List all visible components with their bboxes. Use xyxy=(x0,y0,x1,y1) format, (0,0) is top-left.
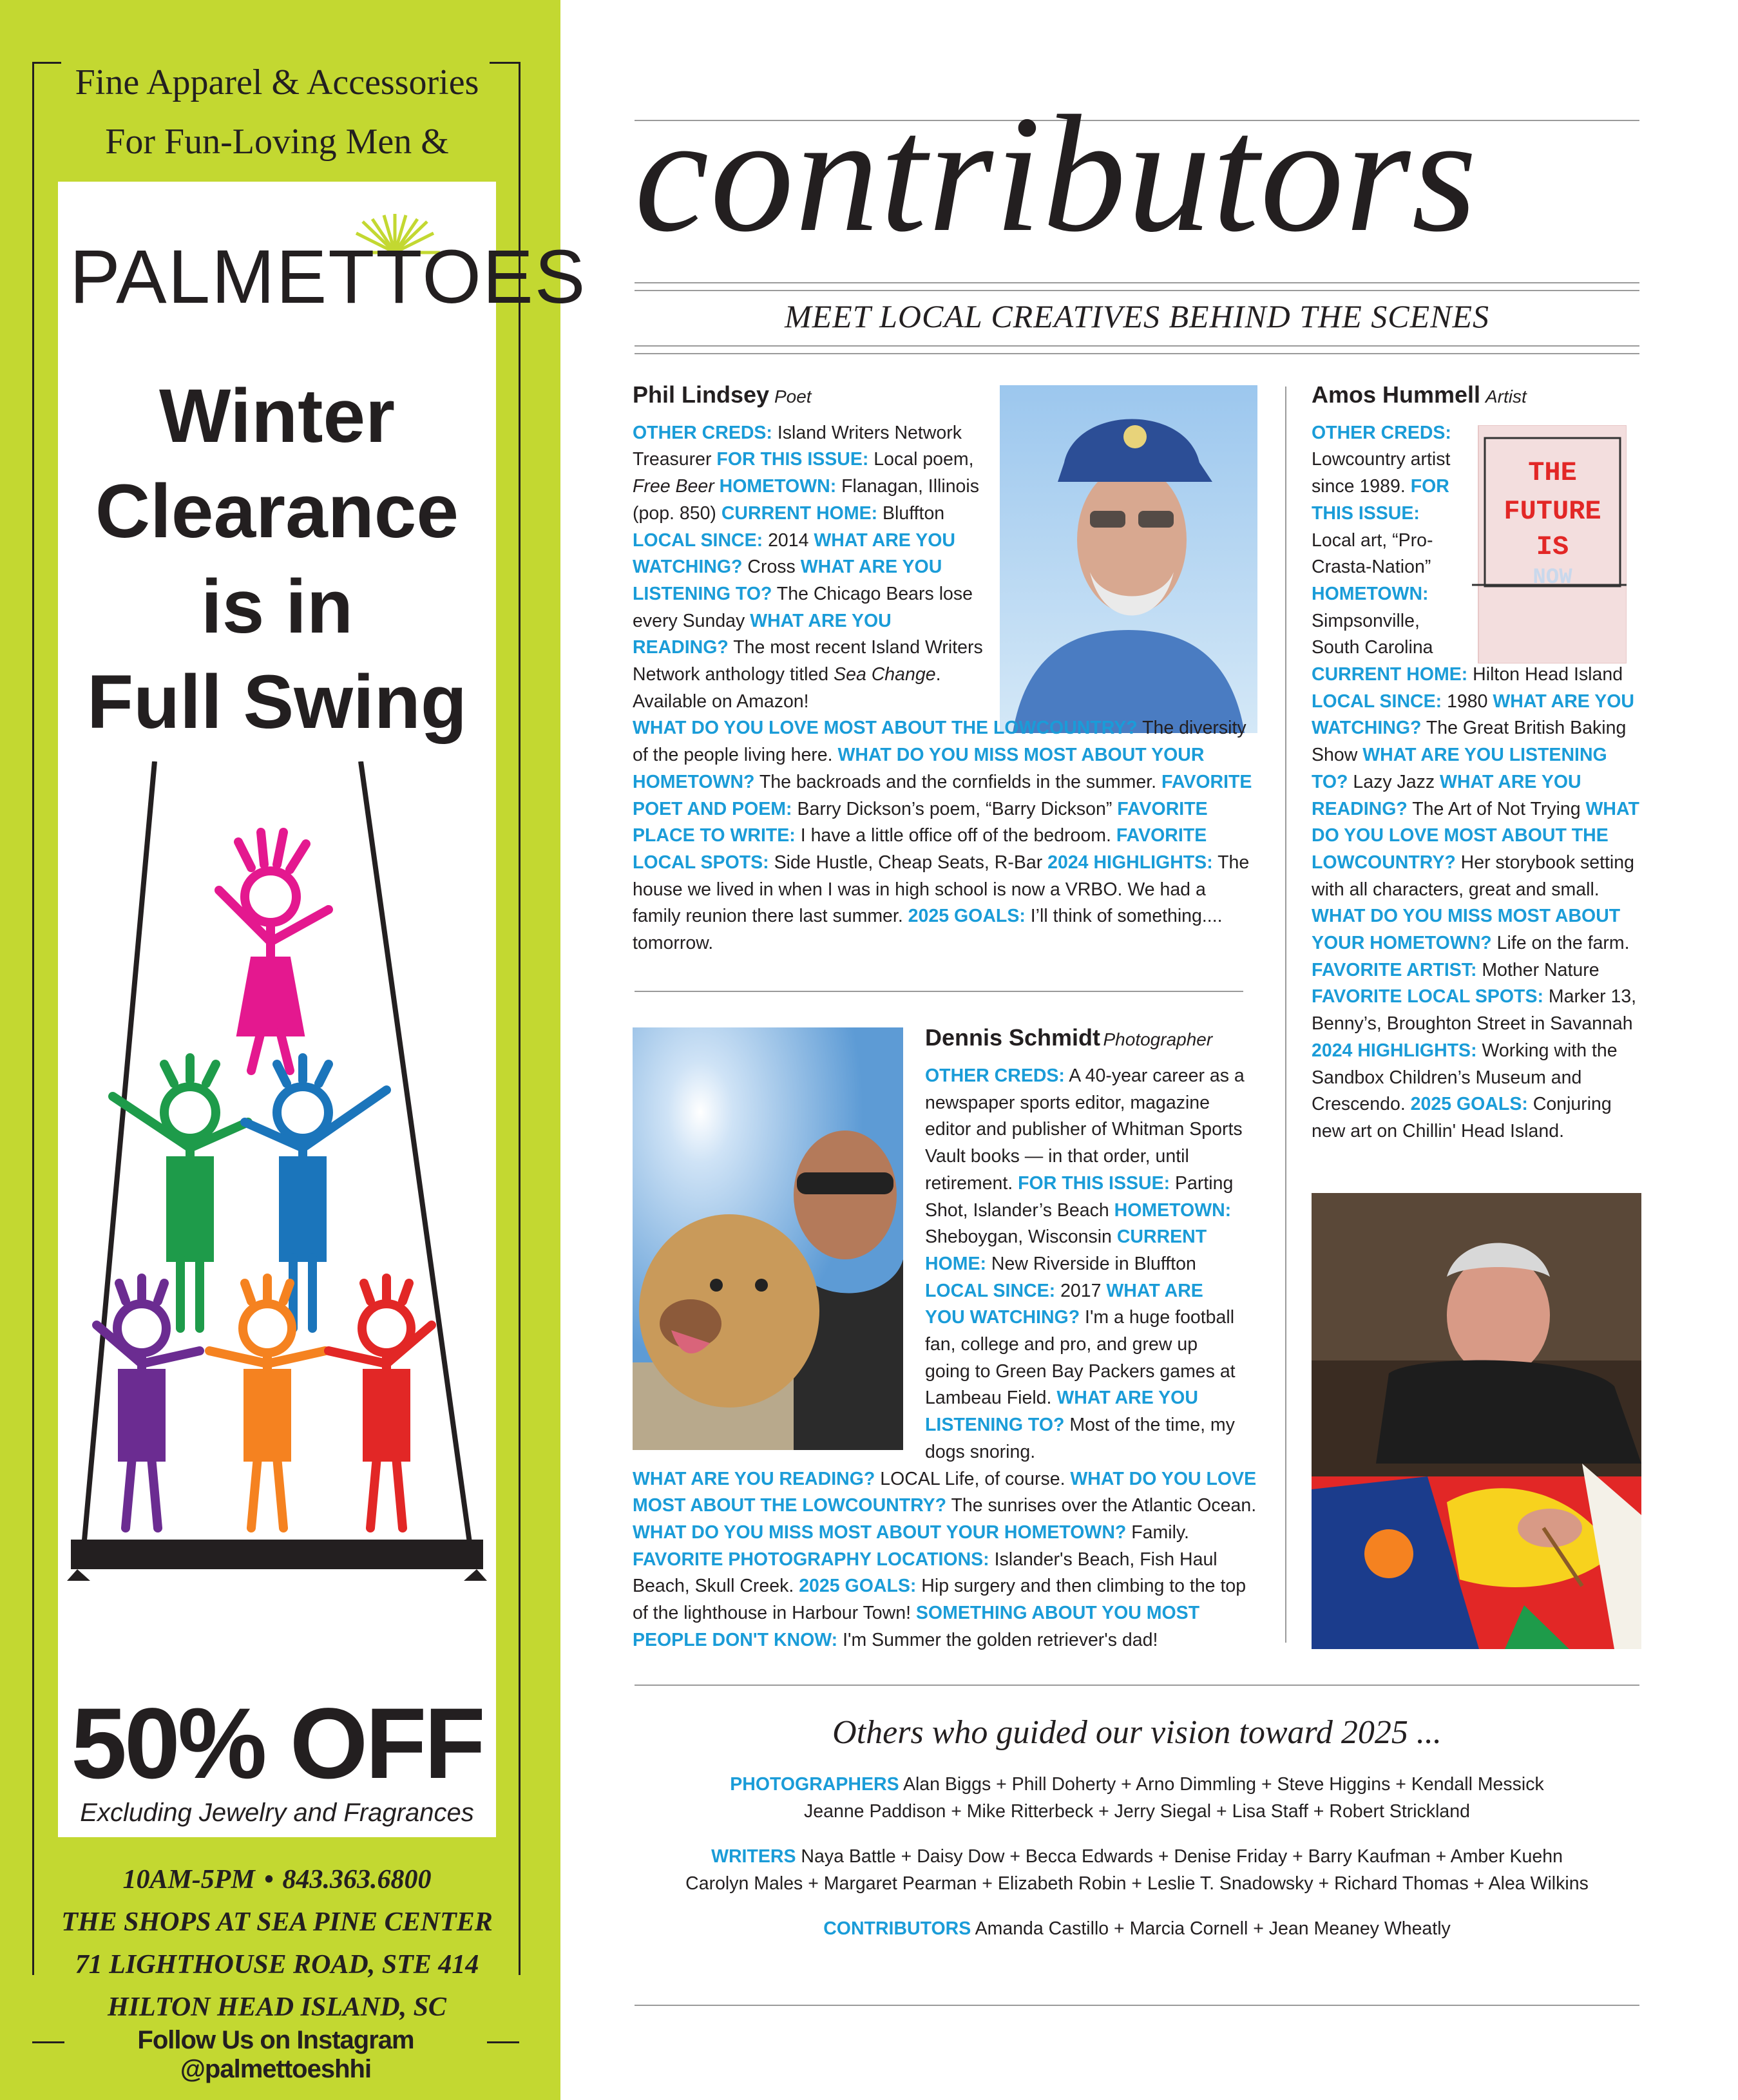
ad-tagline-line: For Fun-Loving Men & xyxy=(105,122,449,162)
bio-value: Bluffton xyxy=(877,502,945,524)
address-line: HILTON HEAD ISLAND, SC xyxy=(108,1992,446,2022)
bio-label: FAVORITE LOCAL SPOTS: xyxy=(1312,986,1543,1007)
bio-label: FAVORITE PLACE TO WRITE: xyxy=(633,798,1208,846)
contributor-role: Photographer xyxy=(1103,1029,1213,1049)
divider xyxy=(487,2041,519,2043)
logo-wordmark: PALMETTOES xyxy=(70,234,587,320)
credit-line xyxy=(635,1843,1639,1870)
address-line: THE SHOPS AT SEA PINE CENTER xyxy=(61,1907,493,1937)
bio-label: CURRENT HOME: xyxy=(1312,664,1468,685)
bio-value: Sheboygan, Wisconsin xyxy=(925,1227,1117,1248)
bio-label: FAVORITE POET AND POEM: xyxy=(633,771,1252,819)
bio-value: 2017 xyxy=(1055,1280,1107,1301)
bio-value: Barry Dickson’s poem, “Barry Dickson” xyxy=(792,798,1118,819)
bio-label: WHAT ARE YOU READING? xyxy=(633,610,892,658)
store-phone[interactable]: 843.363.6800 xyxy=(282,1865,432,1895)
credit-line: Jeanne Paddison + Mike Ritterbeck + Jerry Siegal + Lisa Staff + Robert Strickland xyxy=(804,1801,1470,1822)
ad-frame-right xyxy=(519,62,520,1975)
bio-value: The diversity of the people living here. xyxy=(633,718,1246,766)
bio-value: New Riverside in Bluffton xyxy=(986,1253,1196,1274)
credit-names: Alan Biggs + Phill Doherty + Arno Dimmling + Steve Higgins + Kendall Messick xyxy=(899,1774,1544,1795)
bio-value: The most recent Island Writers Network anthology titled xyxy=(633,637,983,685)
bio-label: LOCAL SINCE: xyxy=(633,530,763,551)
bio-label: 2025 GOALS: xyxy=(908,906,1026,927)
bio-label: WHAT ARE YOU WATCHING? xyxy=(925,1280,1203,1328)
svg-text:NOW: NOW xyxy=(1533,566,1572,590)
bio-value: The sunrises over the Atlantic Ocean. xyxy=(946,1495,1257,1516)
bio-label: WHAT ARE YOU READING? xyxy=(1312,771,1581,819)
bio-label: SOMETHING ABOUT YOU MOST PEOPLE DON'T KNOW: xyxy=(633,1603,1200,1650)
bio-label: FAVORITE ARTIST: xyxy=(1312,959,1477,980)
divider xyxy=(635,290,1639,291)
headline-line: is in xyxy=(200,564,354,649)
credit-names: Amanda Castillo + Marcia Cornell + Jean Meaney Wheatly xyxy=(971,1918,1451,1939)
bio-label: WHAT DO YOU MISS MOST ABOUT YOUR HOMETOWN? xyxy=(1312,906,1621,954)
photographers-credits xyxy=(635,1771,1639,1825)
bio-value: Side Hustle, Cheap Seats, R-Bar xyxy=(769,852,1048,873)
others-credits xyxy=(635,1713,1639,1960)
bio-label: FAVORITE PHOTOGRAPHY LOCATIONS: xyxy=(633,1549,989,1570)
store-hours: 10AM-5PM xyxy=(122,1865,255,1895)
bio-value: Her storybook setting with all characters, great and small. xyxy=(1312,852,1634,900)
divider xyxy=(635,1685,1639,1686)
bio-value: The backroads and the cornfields in the summer. xyxy=(754,771,1162,792)
phil-lindsey-profile xyxy=(633,381,1257,957)
store-info xyxy=(39,1858,515,2028)
bio-label: WHAT ARE YOU LISTENING TO? xyxy=(925,1388,1198,1436)
amos-hummell-profile xyxy=(1312,381,1647,1145)
page-title: contributors xyxy=(635,81,1478,267)
contributor-bio-cont xyxy=(633,1466,1257,1654)
bio-value: I have a little office off of the bedroom. xyxy=(795,825,1116,846)
contributor-role: Artist xyxy=(1485,387,1527,406)
discount-exclusion: Excluding Jewelry and Fragrances xyxy=(80,1799,474,1827)
bio-label: CURRENT HOME: xyxy=(721,502,878,524)
bio-value: Lazy Jazz xyxy=(1348,771,1440,792)
bio-label: WHAT ARE YOU LISTENING TO? xyxy=(1312,745,1607,792)
dennis-schmidt-profile xyxy=(633,1063,1257,1654)
bio-value: Sea Change xyxy=(834,664,936,685)
bio-value: 2014 xyxy=(763,530,814,551)
bio-label: 2024 HIGHLIGHTS: xyxy=(1047,852,1213,873)
contributor-bio-cont xyxy=(633,715,1257,957)
address-line: 71 LIGHTHOUSE ROAD, STE 414 xyxy=(75,1950,479,1980)
bio-value: I’ll think of something.... tomorrow. xyxy=(633,906,1223,954)
headline-line: Clearance xyxy=(95,469,459,554)
bio-label: WHAT DO YOU LOVE MOST ABOUT THE LOWCOUNTRY? xyxy=(633,1468,1257,1516)
bio-label: OTHER CREDS: xyxy=(633,422,772,443)
amos-hummell-photo xyxy=(1312,1193,1641,1649)
bio-value: I'm Summer the golden retriever's dad! xyxy=(837,1629,1158,1650)
bio-label: OTHER CREDS: xyxy=(925,1065,1065,1086)
others-title: Others who guided our vision toward 2025 ... xyxy=(832,1714,1442,1751)
bio-value: The Great British Baking Show xyxy=(1312,718,1627,766)
contributor-name: Phil Lindsey xyxy=(633,381,770,408)
bio-value: A 40-year career as a newspaper sports editor, magazine editor and publisher of Whitman Sports Vault books — in that order, until retirement. xyxy=(925,1065,1245,1194)
writers-credits xyxy=(635,1843,1639,1897)
bio-label: WHAT ARE YOU LISTENING TO? xyxy=(633,557,942,604)
contributor-header xyxy=(1312,381,1647,411)
bio-label: FAVORITE LOCAL SPOTS: xyxy=(633,825,1207,873)
bio-label: HOMETOWN: xyxy=(1114,1199,1232,1221)
red-figure xyxy=(329,1278,432,1528)
bio-label: FOR THIS ISSUE: xyxy=(716,449,869,470)
contributors-credits xyxy=(635,1915,1639,1942)
bio-value: Island Writers Network Treasurer xyxy=(633,422,962,470)
hours-phone-line xyxy=(39,1858,515,1901)
bio-label: WHAT DO YOU LOVE MOST ABOUT THE LOWCOUNTRY? xyxy=(1312,798,1639,873)
ad-frame-left xyxy=(32,62,34,1975)
svg-text:FUTURE: FUTURE xyxy=(1504,496,1601,527)
contributor-bio xyxy=(1312,420,1460,662)
bio-label: WHAT ARE YOU WATCHING? xyxy=(1312,691,1634,739)
green-figure xyxy=(113,1058,248,1328)
ad-tagline-line: Fine Apparel & Accessories xyxy=(75,62,479,102)
bio-label: CURRENT HOME: xyxy=(925,1227,1207,1274)
bio-label: LOCAL SINCE: xyxy=(1312,691,1442,712)
bio-value: Lowcountry artist since 1989. xyxy=(1312,449,1451,497)
bio-value: Local art, “Pro-Crasta-Nation” xyxy=(1312,530,1433,578)
bio-value: . Available on Amazon! xyxy=(633,664,941,712)
bio-label: LOCAL SINCE: xyxy=(925,1280,1056,1301)
bio-value: Cross xyxy=(742,557,801,578)
bio-label: OTHER CREDS: xyxy=(1312,422,1451,443)
bio-value: 1980 xyxy=(1442,691,1493,712)
contributor-bio xyxy=(633,420,984,716)
bio-value: Mother Nature xyxy=(1476,959,1600,980)
artwork-text: THE xyxy=(1528,457,1577,488)
contributor-bio-cont xyxy=(1312,662,1647,1145)
bio-value: Family. xyxy=(1126,1522,1189,1543)
credit-line: Carolyn Males + Margaret Pearman + Elizabeth Robin + Leslie T. Snadowsky + Richard Thomas + Alea Wilkins xyxy=(685,1873,1589,1894)
stick-figure-swing-illustration xyxy=(58,761,496,1663)
contributor-name: Dennis Schmidt xyxy=(925,1024,1101,1051)
divider xyxy=(635,345,1639,347)
palmettoes-logo xyxy=(70,207,587,323)
bio-label: WHAT DO YOU LOVE MOST ABOUT THE LOWCOUNTRY? xyxy=(633,718,1138,739)
bio-value: Flanagan, Illinois (pop. 850) xyxy=(633,476,979,524)
instagram-follow[interactable]: Follow Us on Instagram @palmettoeshhi xyxy=(137,2026,414,2083)
bio-label: FOR THIS ISSUE: xyxy=(1018,1172,1170,1194)
bio-value: Parting Shot, Islander’s Beach xyxy=(925,1172,1234,1221)
bio-value: Marker 13, Benny’s, Broughton Street in Savannah xyxy=(1312,986,1637,1035)
contributor-bio xyxy=(925,1063,1247,1466)
palmettoes-ad[interactable] xyxy=(0,0,587,2100)
bio-label: WHAT DO YOU MISS MOST ABOUT YOUR HOMETOWN? xyxy=(633,1522,1127,1543)
bullet-icon: • xyxy=(263,1865,274,1895)
credit-label: CONTRIBUTORS xyxy=(823,1918,971,1939)
ad-panel xyxy=(58,182,587,1837)
bio-value: Working with the Sandbox Children’s Museum and Crescendo. xyxy=(1312,1040,1618,1115)
bio-value: Hip surgery and then climbing to the top of the lighthouse in Harbour Town! xyxy=(633,1576,1246,1624)
bio-value: Most of the time, my dogs snoring. xyxy=(925,1415,1235,1462)
bio-value: Conjuring new art on Chillin' Head Island. xyxy=(1312,1094,1612,1141)
contributor-header xyxy=(925,1024,1260,1051)
magenta-figure xyxy=(219,832,329,1071)
bio-value: The Art of Not Trying xyxy=(1407,798,1586,819)
bio-label: HOMETOWN: xyxy=(1312,583,1429,604)
bio-value: LOCAL Life, of course. xyxy=(875,1468,1071,1489)
bio-value: Islander's Beach, Fish Haul Beach, Skull Creek. xyxy=(633,1549,1218,1597)
credit-names: Naya Battle + Daisy Dow + Becca Edwards + Denise Friday + Barry Kaufman + Amber Kuehn xyxy=(796,1846,1563,1867)
credit-line xyxy=(635,1771,1639,1798)
discount-text: 50% OFF xyxy=(71,1688,483,1800)
bio-label: WHAT ARE YOU WATCHING? xyxy=(633,530,955,578)
bio-value: Simpsonville, South Carolina xyxy=(1312,610,1433,658)
bio-label: 2025 GOALS: xyxy=(1410,1094,1528,1115)
credit-label: WRITERS xyxy=(711,1846,796,1867)
bio-label: WHAT DO YOU MISS MOST ABOUT YOUR HOMETOWN? xyxy=(633,745,1205,792)
headline-line: Full Swing xyxy=(87,660,467,745)
bio-label: WHAT ARE YOU READING? xyxy=(633,1468,875,1489)
credit-line xyxy=(635,1915,1639,1942)
contributor-role: Poet xyxy=(774,387,812,406)
contributor-header xyxy=(633,381,1257,411)
column-divider xyxy=(1285,387,1286,1643)
ad-headline xyxy=(58,368,496,750)
bio-value: Free Beer xyxy=(633,476,714,497)
credit-label: PHOTOGRAPHERS xyxy=(730,1774,899,1795)
bio-label: 2025 GOALS: xyxy=(799,1576,917,1597)
bio-value: Local poem, xyxy=(868,449,974,470)
divider xyxy=(635,2005,1639,2006)
bio-value: The Chicago Bears lose every Sunday xyxy=(633,583,973,631)
contributor-name: Amos Hummell xyxy=(1312,381,1481,408)
bio-label: FOR THIS ISSUE: xyxy=(1312,476,1449,524)
headline-line: Winter xyxy=(158,374,396,459)
page-subtitle: MEET LOCAL CREATIVES BEHIND THE SCENES xyxy=(784,298,1490,334)
bio-label: 2024 HIGHLIGHTS: xyxy=(1312,1040,1477,1061)
bio-value: Hilton Head Island xyxy=(1467,664,1623,685)
bio-value: The house we lived in when I was in high school is now a VRBO. We had a family reunion there last summer. xyxy=(633,852,1250,927)
divider xyxy=(635,991,1243,992)
bio-value: I'm a huge football fan, college and pro, and grew up going to Green Bay Packers games at Lambeau Field. xyxy=(925,1307,1236,1409)
divider xyxy=(635,282,1639,283)
divider xyxy=(32,2041,64,2043)
svg-text:IS: IS xyxy=(1536,531,1569,562)
bio-value: Life on the farm. xyxy=(1491,933,1630,954)
divider xyxy=(635,353,1639,354)
bio-label: HOMETOWN: xyxy=(714,476,837,497)
